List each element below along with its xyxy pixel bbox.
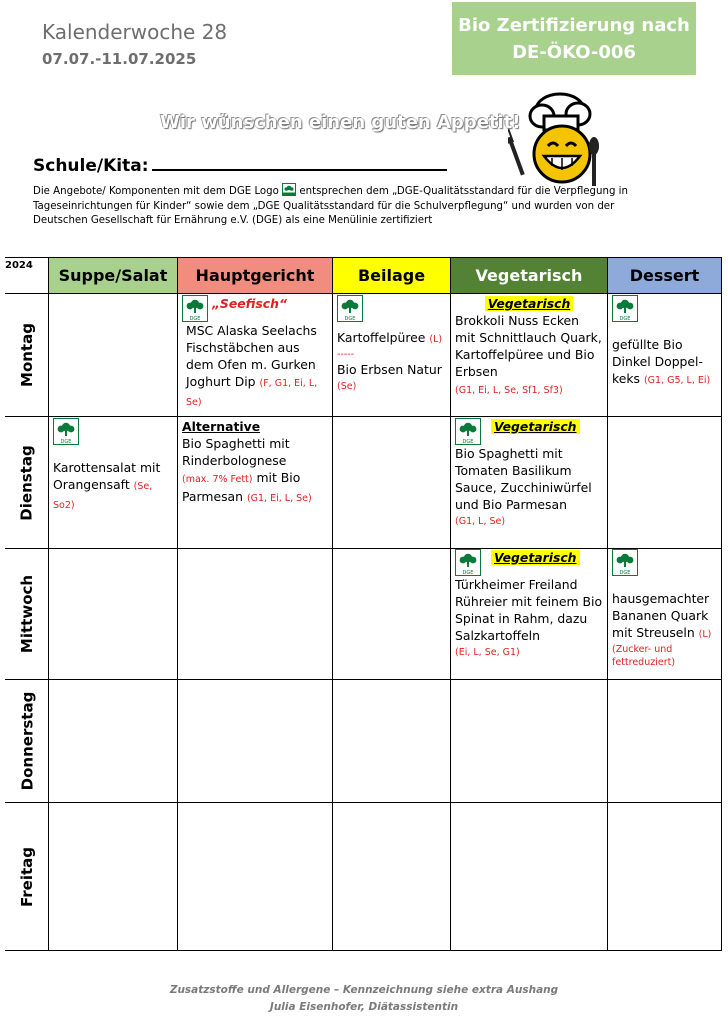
dge-logo-icon <box>455 549 481 576</box>
intro-part-2: entsprechen dem „DGE-Qualitätsstandard für die Verpflegung in Tageseinrichtungen für Kinder“ sowie dem „DGE Qualitätsstandard für die Schulverpflegung“ und wurden von der Deutschen Gesellschaft für Ernährung e.V. (DGE) als eine Menülinie zertifiziert <box>33 186 628 226</box>
mittwoch-dessert-text: hausgemachter Bananen Quark mit Streuseln <box>612 591 710 640</box>
montag-haupt-text: MSC Alaska Seelachs Fischstäbchen aus dem Ofen m. Gurken Joghurt Dip <box>186 323 317 389</box>
day-montag: Montag <box>18 323 37 387</box>
bio-line-2: DE-ÖKO-006 <box>512 42 636 63</box>
dge-logo-icon <box>182 295 208 322</box>
dienstag-suppe-text: Karottensalat mit Orangensaft <box>53 460 161 492</box>
day-dienstag: Dienstag <box>18 444 36 521</box>
mittwoch-veg-tag: Vegetarisch <box>491 550 580 565</box>
col-header-hauptgericht: Hauptgericht <box>178 258 332 293</box>
montag-beilage-1: Kartoffelpüree <box>337 330 426 345</box>
schule-kita-blank-line <box>152 155 447 171</box>
svg-text:DGE: DGE <box>60 439 72 445</box>
dge-logo-icon <box>612 295 638 322</box>
footer <box>0 982 728 1016</box>
cell-montag-beilage <box>333 295 450 395</box>
day-freitag: Freitag <box>18 846 36 907</box>
dienstag-haupt-text: Bio Spaghetti mit Rinderbolognese <box>182 436 290 468</box>
dienstag-veg-text: Bio Spaghetti mit Tomaten Basilikum Sauce, Zucchiniwürfel und Bio Parmesan <box>455 446 592 512</box>
week-title: Kalenderwoche 28 <box>42 20 228 44</box>
schule-kita-field <box>33 155 447 176</box>
cell-mittwoch-dessert <box>608 549 721 669</box>
montag-veg-allergens: (G1, Ei, L, Se, Sf1, Sf3) <box>455 385 563 396</box>
intro-part-1: Die Angebote/ Komponenten mit dem DGE Logo <box>33 186 279 197</box>
dienstag-veg-allergens: (G1, L, Se) <box>455 516 506 527</box>
week-dates: 07.07.-11.07.2025 <box>42 50 197 68</box>
svg-text:DGE: DGE <box>344 316 356 322</box>
footer-author: Julia Eisenhofer, Diätassistentin <box>269 1001 459 1013</box>
dienstag-haupt-allergens: (G1, Ei, L, Se) <box>246 493 312 504</box>
cell-montag-vegetarisch <box>451 295 607 399</box>
montag-beilage-2: Bio Erbsen Natur <box>337 362 442 377</box>
mittwoch-dessert-allergens: (L) <box>698 629 712 640</box>
dge-logo-icon <box>337 295 363 322</box>
day-mittwoch: Mittwoch <box>18 574 36 654</box>
svg-text:DGE: DGE <box>462 570 474 576</box>
dienstag-haupt-tag: Alternative <box>182 419 261 434</box>
montag-beilage-2-allergens: (Se) <box>337 381 357 392</box>
montag-haupt-allergens: (F, G1, Ei, L, Se) <box>186 378 318 408</box>
col-header-suppe-salat: Suppe/Salat <box>49 258 177 293</box>
cell-dienstag-hauptgericht <box>178 418 332 507</box>
cell-montag-dessert <box>608 295 721 389</box>
dienstag-suppe-allergens: (Se, So2) <box>53 481 153 511</box>
montag-dessert-text: gefüllte Bio Dinkel Doppel-keks <box>612 337 703 386</box>
dge-intro-text <box>33 183 633 229</box>
bio-line-1: Bio Zertifizierung nach <box>458 15 690 36</box>
montag-beilage-separator: ----- <box>337 349 355 360</box>
dienstag-haupt-text-2: mit Bio Parmesan <box>182 470 301 504</box>
dienstag-veg-tag: Vegetarisch <box>491 419 580 434</box>
cell-dienstag-vegetarisch <box>451 418 607 530</box>
svg-text:DGE: DGE <box>619 316 631 322</box>
dienstag-haupt-note: (max. 7% Fett) <box>182 474 253 485</box>
schule-kita-label: Schule/Kita: <box>33 156 149 176</box>
footer-allergen-note: Zusatzstoffe und Allergene – Kennzeichnung siehe extra Aushang <box>169 984 559 996</box>
chef-smiley-icon <box>508 88 600 192</box>
col-header-beilage: Beilage <box>333 258 450 293</box>
svg-text:DGE: DGE <box>462 439 474 445</box>
mittwoch-dessert-note: (Zucker- und fettreduziert) <box>612 644 676 668</box>
day-donnerstag: Donnerstag <box>18 691 36 791</box>
dge-logo-icon <box>612 549 638 576</box>
mittwoch-veg-allergens: (Ei, L, Se, G1) <box>455 647 520 658</box>
montag-veg-text: Brokkoli Nuss Ecken mit Schnittlauch Quark, Kartoffelpüree und Bio Erbsen <box>455 313 602 379</box>
montag-veg-tag: Vegetarisch <box>485 296 574 311</box>
montag-dessert-allergens: (G1, G5, L, Ei) <box>643 375 711 386</box>
bio-certification-badge <box>452 2 696 75</box>
mittwoch-veg-text: Türkheimer Freiland Rühreier mit feinem Bio Spinat in Rahm, dazu Salzkartoffeln <box>455 577 603 643</box>
cell-montag-hauptgericht <box>178 295 332 411</box>
cell-mittwoch-vegetarisch <box>451 549 607 661</box>
table-year: 2024 <box>5 260 33 271</box>
dge-logo-icon <box>282 183 296 196</box>
svg-text:DGE: DGE <box>619 570 631 576</box>
appetit-heading: Wir wünschen einen guten Appetit! <box>160 112 521 133</box>
dge-logo-icon <box>455 418 481 445</box>
cell-dienstag-suppe <box>49 418 177 514</box>
col-header-dessert: Dessert <box>608 258 721 293</box>
col-header-vegetarisch: Vegetarisch <box>451 258 607 293</box>
dge-logo-icon <box>53 418 79 445</box>
svg-text:DGE: DGE <box>189 316 201 322</box>
montag-beilage-1-allergens: (L) <box>429 334 443 345</box>
haupt-tag-seefisch: „Seefisch“ <box>211 296 287 311</box>
